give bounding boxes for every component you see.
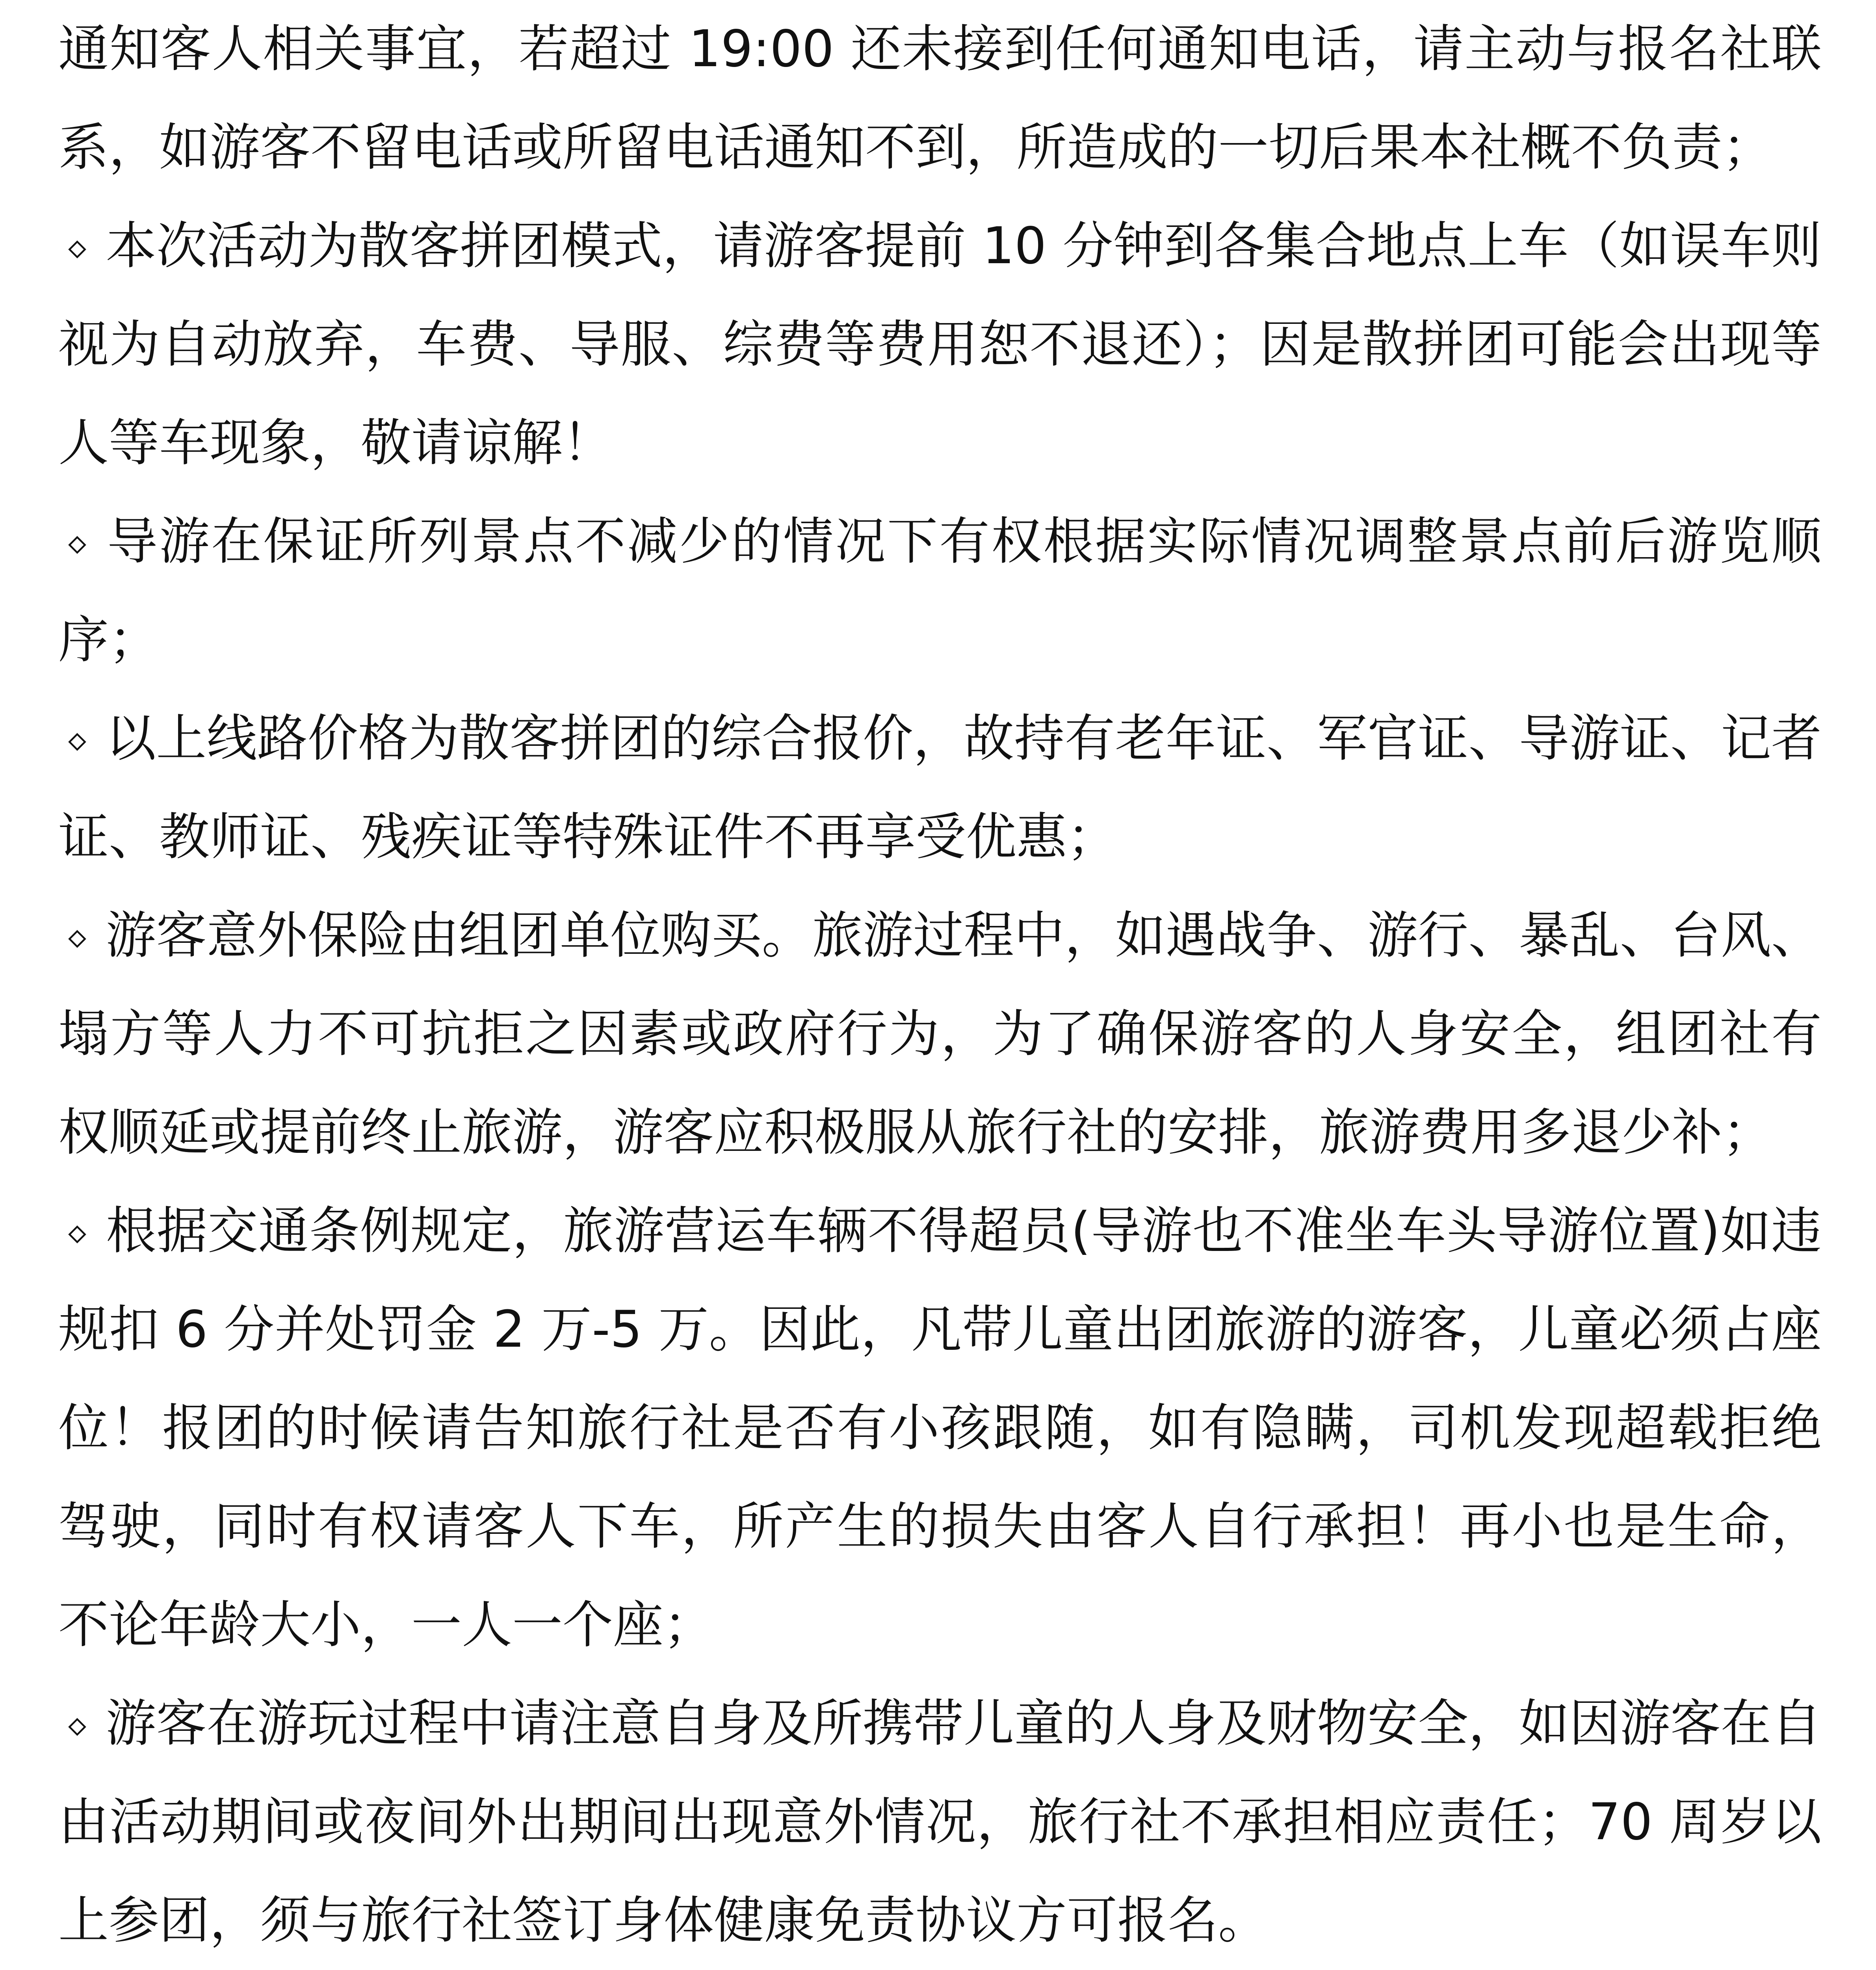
paragraph (58, 886, 1822, 1182)
paragraph (58, 197, 1822, 492)
hollow-diamond-icon (58, 1674, 106, 1773)
paragraph (58, 492, 1822, 690)
hollow-diamond-icon (58, 492, 106, 591)
paragraph-text: 以上线路价格为散客拼团的综合报价，故持有老年证、军官证、导游证、记者证、教师证、残疾证等特殊证件不再享受优惠； (58, 709, 1822, 866)
paragraph-text: 本次活动为散客拼团模式，请游客提前 10 分钟到各集合地点上车（如误车则视为自动放弃，车费、导服、综费等费用恕不退还）；因是散拼团可能会出现等人等车现象，敬请谅解！ (58, 217, 1822, 472)
paragraph (58, 0, 1822, 197)
paragraph-text: 通知客人相关事宜，若超过 19:00 还未接到任何通知电话，请主动与报名社联系，如游客不留电话或所留电话通知不到，所造成的一切后果本社概不负责； (58, 20, 1822, 177)
hollow-diamond-icon (58, 1182, 106, 1280)
hollow-diamond-icon (58, 690, 106, 788)
hollow-diamond-icon (58, 886, 106, 985)
paragraph-text: 导游在保证所列景点不减少的情况下有权根据实际情况调整景点前后游览顺序； (58, 512, 1822, 669)
document-body (58, 0, 1822, 1970)
hollow-diamond-icon (58, 197, 106, 296)
paragraph-text: 游客意外保险由组团单位购买。旅游过程中，如遇战争、游行、暴乱、台风、塌方等人力不可抗拒之因素或政府行为，为了确保游客的人身安全，组团社有权顺延或提前终止旅游，游客应积极服从旅行社的安排，旅游费用多退少补； (58, 906, 1822, 1162)
paragraph (58, 1182, 1822, 1674)
paragraph (58, 690, 1822, 886)
paragraph (58, 1674, 1822, 1970)
paragraph-text: 游客在游玩过程中请注意自身及所携带儿童的人身及财物安全，如因游客在自由活动期间或夜间外出期间出现意外情况，旅行社不承担相应责任；70 周岁以上参团，须与旅行社签订身体健康免责协议方可报名。 (58, 1694, 1822, 1950)
paragraph-text: 根据交通条例规定，旅游营运车辆不得超员(导游也不准坐车头导游位置)如违规扣 6 分并处罚金 2 万-5 万。因此，凡带儿童出团旅游的游客，儿童必须占座位！报团的时候请告知旅行社是否有小孩跟随，如有隐瞒，司机发现超载拒绝驾驶，同时有权请客人下车，所产生的损失由客人自行承担！再小也是生命，不论年龄大小，一人一个座； (58, 1202, 1822, 1654)
